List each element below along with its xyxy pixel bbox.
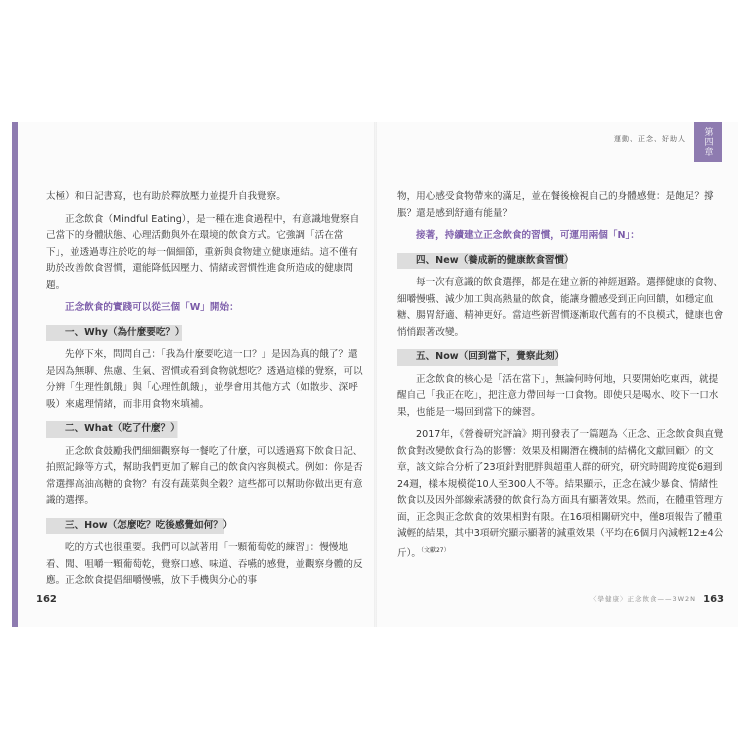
section-text-what: 正念飲食鼓勵我們細細觀察每一餐吃了什麼，可以透過寫下飲食日記、拍照記錄等方式，幫助我們更加了解自己的飲食內容與模式。例如：你是否常選擇高油高糖的食物？有沒有蔬菜與全穀？這些都可以幫助你做出更有意識的選擇。 [46, 445, 363, 506]
page-number-left: 162 [36, 594, 57, 605]
section-text-why: 先停下來，問問自己：「我為什麼要吃這一口？」是因為真的餓了？還是因為無聊、焦慮、生氣、習慣或看到食物就想吃？透過這樣的覺察，可以分辨「生理性飢餓」與「心理性飢餓」，並學會用其他方式（如散步、深呼吸）來處理情緒，而非用食物來填補。 [46, 349, 363, 410]
section-text-new: 每一次有意識的飲食選擇，都是在建立新的神經迴路。選擇健康的食物、細嚼慢嚥、減少加工與高熱量的飲食，能讓身體感受到正向回饋，如穩定血糖、腸胃舒適、精神更好。當這些新習慣逐漸取代舊有的不良模式，健康也會悄悄跟著改變。 [397, 277, 724, 338]
paragraph: 太極）和日記書寫，也有助於釋放壓力並提升自我覺察。 [46, 191, 286, 202]
section-text-now: 正念飲食的核心是「活在當下」，無論何時何地，只要開始吃東西，就提醒自己「我正在吃」，把注意力帶回每一口食物。即使只是喝水、咬下一口水果，也能是一場回到當下的練習。 [397, 373, 719, 418]
section-intro-heading: 正念飲食的實踐可以從三個「W」開始： [65, 302, 239, 313]
running-head: 運動、正念、好助人 [614, 135, 686, 143]
book-spread [12, 122, 738, 627]
paragraph: 正念飲食（Mindful Eating），是一種在進食過程中，有意識地覺察自己當下的身體狀態、心理活動與外在環境的飲食方式。它強調「活在當下」，並透過專注於吃的每一個細節，重新與食物建立健康連結。這不僅有助於改善飲食習慣，還能降低因壓力、情緒或習慣性進食所造成的健康問題。 [46, 213, 360, 291]
section-heading-what: 二、What（吃了什麼？） [46, 421, 192, 438]
right-page [377, 122, 738, 627]
section-heading-new: 四、New（養成新的健康飲食習慣） [397, 253, 586, 270]
page-number-right: 163 [703, 594, 724, 605]
paragraph: 物，用心感受食物帶來的滿足，並在餐後檢視自己的身體感覺：是飽足？撐脹？還是感到舒適有能量？ [397, 191, 714, 219]
section-heading-why: 一、Why（為什麼要吃？） [46, 325, 197, 342]
section-heading-how: 三、How（怎麼吃？吃後感覺如何？） [46, 518, 244, 535]
study-paragraph [397, 427, 727, 562]
study-text: 2017年，《營養研究評論》期刊發表了一篇題為〈正念、正念飲食與直覺飲食對改變飲食行為的影響：效果及相關潛在機制的結構化文獻回顧〉的文章，該文綜合分析了23項針對肥胖與超重人群的研究，研究時間跨度從6週到24週，樣本規模從10人至300人不等。結果顯示，正念在減少暴食、情緒性飲食以及因外部線索誘發的飲食行為方面具有顯著效果。然而，在體重管理方面，正念與正念飲食的效果相對有限。在16項相關研究中，僅8項報告了體重減輕的結果，其中3項研究顯示顯著的減重效果（平均在6個月內減輕12±4公斤）。 [397, 429, 724, 559]
footer-title: 〈學健康〉正念飲食——3W2N [589, 595, 696, 603]
section-heading-now: 五、Now（回到當下，覺察此刻） [397, 349, 576, 366]
chapter-tab: 第四章 [694, 122, 722, 162]
left-page [18, 122, 374, 627]
left-page-content [46, 189, 366, 596]
section-intro-heading: 接著，持續建立正念飲食的習慣，可運用兩個「N」： [416, 230, 640, 241]
citation-mark: （文獻27） [420, 546, 450, 554]
section-text-how: 吃的方式也很重要。我們可以試著用「一顆葡萄乾的練習」：慢慢地看、聞、咀嚼一顆葡萄乾，覺察口感、味道、吞嚥的感覺，並觀察身體的反應。正念飲食提倡細嚼慢嚥，放下手機與分心的事 [46, 542, 363, 586]
right-page-content [397, 189, 727, 568]
